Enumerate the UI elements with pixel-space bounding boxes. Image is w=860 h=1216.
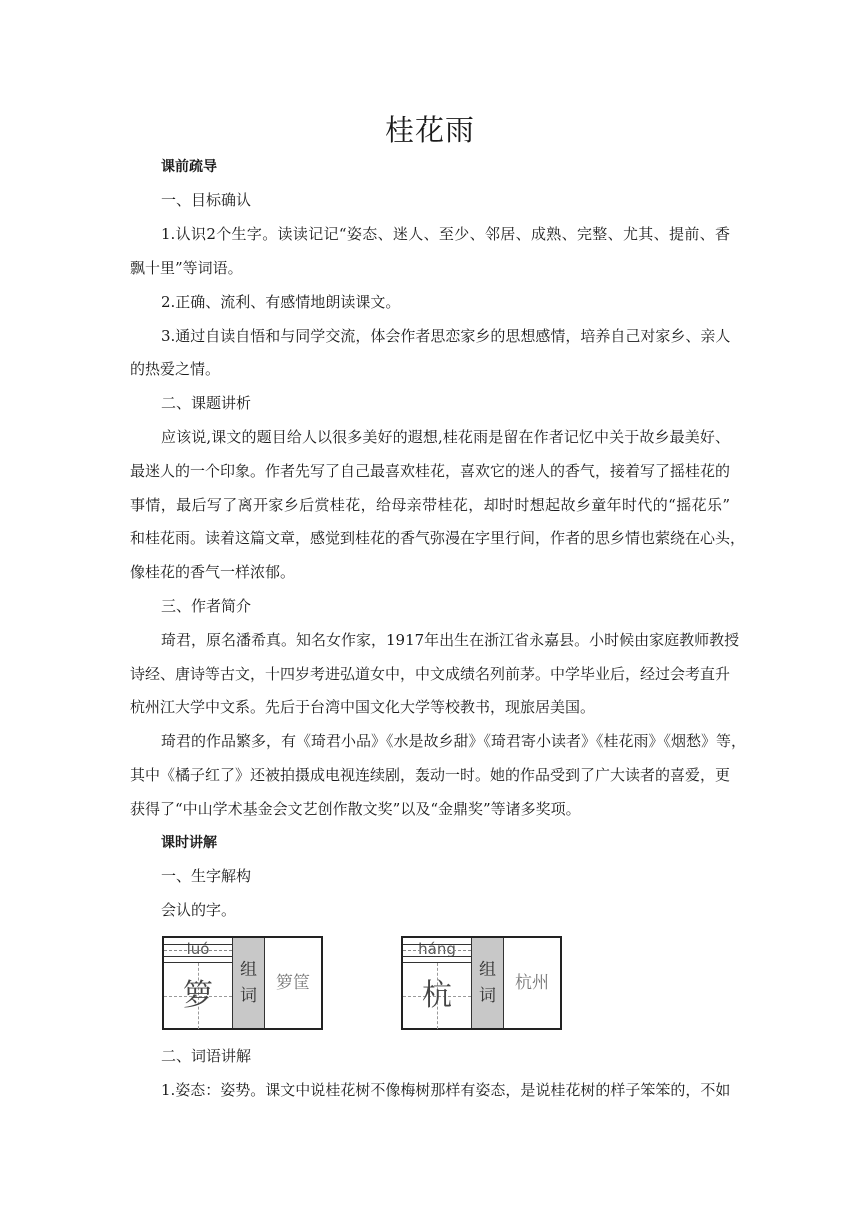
zuci-label (471, 938, 504, 1028)
chars-heading: 一、生字解构 (161, 867, 252, 885)
goal-2: 2.正确、流利、有感情地朗读课文。 (161, 293, 401, 311)
author-line-3: 杭州江大学中文系。先后于台湾中国文化大学等校教书，现旅居美国。 (130, 698, 596, 716)
topic-line-3: 事情，最后写了离开家乡后赏桂花，给母亲带桂花，却时时想起故乡童年时代的“摇花乐” (130, 496, 730, 514)
works-line-1: 琦君的作品繁多，有《琦君小品》《水是故乡甜》《琦君寄小读者》《桂花雨》《烟愁》等， (161, 732, 747, 750)
pinyin-guide-line (403, 956, 471, 957)
pinyin-guide-line (403, 944, 471, 945)
chars-intro: 会认的字。 (161, 901, 237, 919)
pinyin-guide-line (403, 950, 471, 951)
zuci-label-2: 词 (240, 986, 257, 1006)
section-lesson: 课时讲解 (161, 835, 217, 851)
zuci-label-1: 组 (240, 960, 257, 980)
vocab-1: 1.姿态：姿势。课文中说桂花树不像梅树那样有姿态，是说桂花树的样子笨笨的，不如 (161, 1081, 731, 1099)
page-title: 桂花雨 (384, 113, 475, 147)
compound-words: 箩筐 (276, 973, 310, 993)
topic-line-4: 和桂花雨。读着这篇文章，感觉到桂花的香气弥漫在字里行间，作者的思乡情也萦绕在心头， (130, 529, 746, 547)
vocab-heading: 二、词语讲解 (161, 1047, 252, 1065)
goal-1-line-2: 飘十里”等词语。 (130, 259, 243, 277)
topic-line-1: 应该说,课文的题目给人以很多美好的遐想,桂花雨是留在作者记忆中关于故乡最美好、 (161, 428, 730, 446)
zuci-label-2: 词 (479, 986, 496, 1006)
new-character: 箩 (183, 978, 213, 1013)
topic-line-2: 最迷人的一个印象。作者先写了自己最喜欢桂花，喜欢它的迷人的香气，接着写了摇桂花的 (130, 462, 731, 480)
works-line-2: 其中《橘子红了》还被拍摄成电视连续剧，轰动一时。她的作品受到了广大读者的喜爱，更 (130, 766, 731, 784)
author-line-1: 琦君，原名潘希真。知名女作家，1917年出生在浙江省永嘉县。小时候由家庭教师教授 (161, 631, 740, 649)
pinyin-label: háng (418, 940, 456, 958)
goal-1-line-1: 1.认识2个生字。读读记记“姿态、迷人、至少、邻居、成熟、完整、尤其、提前、香 (161, 225, 730, 243)
compound-words: 杭州 (515, 973, 549, 993)
goal-3-line-1: 3.通过自读自悟和与同学交流，体会作者思恋家乡的思想感情，培养自己对家乡、亲人 (161, 327, 731, 345)
author-heading: 三、作者简介 (161, 597, 252, 615)
works-line-3: 获得了“中山学术基金会文艺创作散文奖”以及“金鼎奖”等诸多奖项。 (130, 800, 581, 818)
goal-3-line-2: 的热爱之情。 (130, 360, 221, 378)
pinyin-guide-line (164, 956, 232, 957)
topic-heading: 二、课题讲析 (161, 394, 252, 412)
char-box-hang (401, 936, 562, 1030)
pinyin-label: luó (186, 940, 210, 958)
topic-line-5: 像桂花的香气一样浓郁。 (130, 563, 296, 581)
pinyin-guide-line (164, 950, 232, 951)
new-character: 杭 (422, 978, 452, 1013)
zuci-label-1: 组 (479, 960, 496, 980)
goals-heading: 一、目标确认 (161, 191, 252, 209)
author-line-2: 诗经、唐诗等古文，十四岁考进弘道女中，中文成绩名列前茅。中学毕业后，经过会考直升 (130, 665, 731, 683)
char-box-luo (162, 936, 323, 1030)
section-pre-class: 课前疏导 (161, 159, 217, 175)
zuci-label (232, 938, 265, 1028)
pinyin-guide-line (164, 944, 232, 945)
